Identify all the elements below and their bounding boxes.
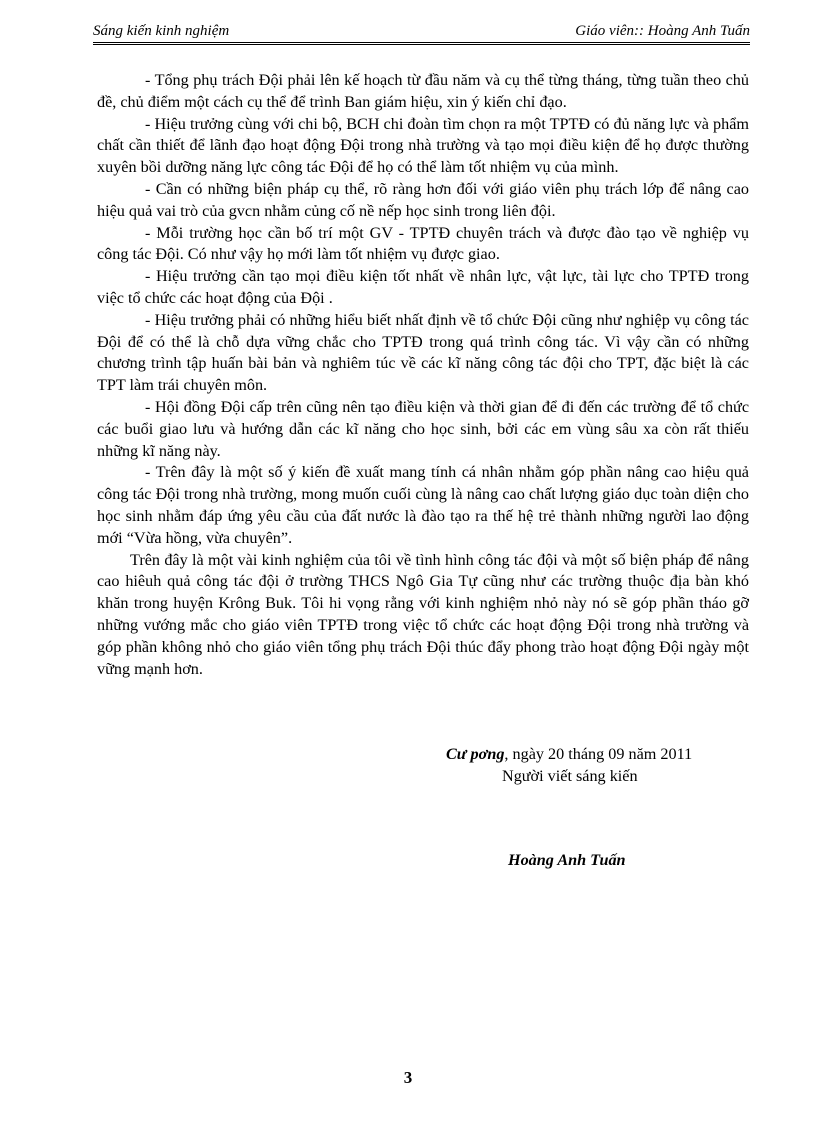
paragraph-7: - Hội đồng Đội cấp trên cũng nên tạo điều kiện và thời gian để đi đến các trường để tổ chức các buổi giao lưu và hướng dẫn các kĩ năng cho học sinh, bởi các em vùng sâu xa còn rất thiếu những kĩ năng này. xyxy=(97,397,749,460)
header-title: Sáng kiến kinh nghiệm xyxy=(93,23,230,39)
header-author: Giáo viên:: Hoàng Anh Tuấn xyxy=(575,23,750,39)
signature-role: Người viết sáng kiến xyxy=(502,767,638,785)
signature-author: Hoàng Anh Tuấn xyxy=(508,851,626,869)
paragraph-3: - Cần có những biện pháp cụ thể, rõ ràng hơn đối với giáo viên phụ trách lớp để nâng cao hiệu quả vai trò của gvcn nhằm củng cố nề nếp học sinh trong liên đội. xyxy=(97,179,749,220)
signature-date: , ngày 20 tháng 09 năm 2011 xyxy=(504,745,693,763)
date-line xyxy=(446,743,692,765)
paragraph-2: - Hiệu trưởng cùng với chi bộ, BCH chi đoàn tìm chọn ra một TPTĐ có đủ năng lực và phẩm chất cần thiết để lãnh đạo hoạt động Đội trong nhà trường và tạo mọi điều kiện để họ được thường xuyên bồi dưỡng năng lực công tác Đội để họ có thể làm tốt nhiệm vụ của mình. xyxy=(97,114,749,177)
paragraph-5: - Hiệu trưởng cần tạo mọi điều kiện tốt nhất về nhân lực, vật lực, tài lực cho TPTĐ trong việc tổ chức các hoạt động của Đội . xyxy=(97,267,749,307)
paragraph-1: - Tổng phụ trách Đội phải lên kế hoạch từ đầu năm và cụ thể từng tháng, từng tuần theo chủ đề, chủ điểm một cách cụ thể để trình Ban giám hiệu, xin ý kiến chỉ đạo. xyxy=(97,71,749,111)
page-header xyxy=(93,20,750,45)
document-body xyxy=(97,70,749,680)
signature-place: Cư pơng xyxy=(446,745,505,763)
conclusion-paragraph: Trên đây là một vài kinh nghiệm của tôi về tình hình công tác đội và một số biện pháp để nâng cao hiêuh quả công tác đội ở trường THCS Ngô Gia Tự cũng như các trường thuộc địa bàn khó khăn trong huyện Krông Buk. Tôi hi vọng rằng với kinh nghiệm nhỏ này nó sẽ góp phần tháo gỡ những vướng mắc cho giáo viên TPTĐ trong việc tổ chức các hoạt động Đội trong nhà trường và góp phần không nhỏ cho giáo viên tổng phụ trách Đội thúc đẩy phong trào hoạt động Đội ngày một vững mạnh hơn. xyxy=(97,550,749,678)
paragraph-6: - Hiệu trưởng phải có những hiểu biết nhất định về tổ chức Đội cũng như nghiệp vụ công tác Đội để có thể là chỗ dựa vững chắc cho TPTĐ trong quá trình công tác. Vì vậy cần có những chương trình tập huấn bài bản và nghiêm túc về các kĩ năng công tác đội cho TPT, đặc biệt là các TPT làm trái chuyên môn. xyxy=(97,310,749,395)
paragraph-4: - Mỗi trường học cần bố trí một GV - TPTĐ chuyên trách và được đào tạo về nghiệp vụ công tác Đội. Có như vậy họ mới làm tốt nhiệm vụ được giao. xyxy=(97,223,749,264)
page-number: 3 xyxy=(403,1068,413,1087)
signature-block xyxy=(446,743,692,787)
paragraph-8: - Trên đây là một số ý kiến đề xuất mang tính cá nhân nhằm góp phần nâng cao hiệu quả công tác Đội trong nhà trường, mong muốn cuối cùng là nâng cao chất lượng giáo dục toàn diện cho học sinh nhằm đáp ứng yêu cầu của đất nước là đào tạo ra thế hệ trẻ thành những người lao động mới “Vừa hồng, vừa chuyên”. xyxy=(97,463,749,547)
